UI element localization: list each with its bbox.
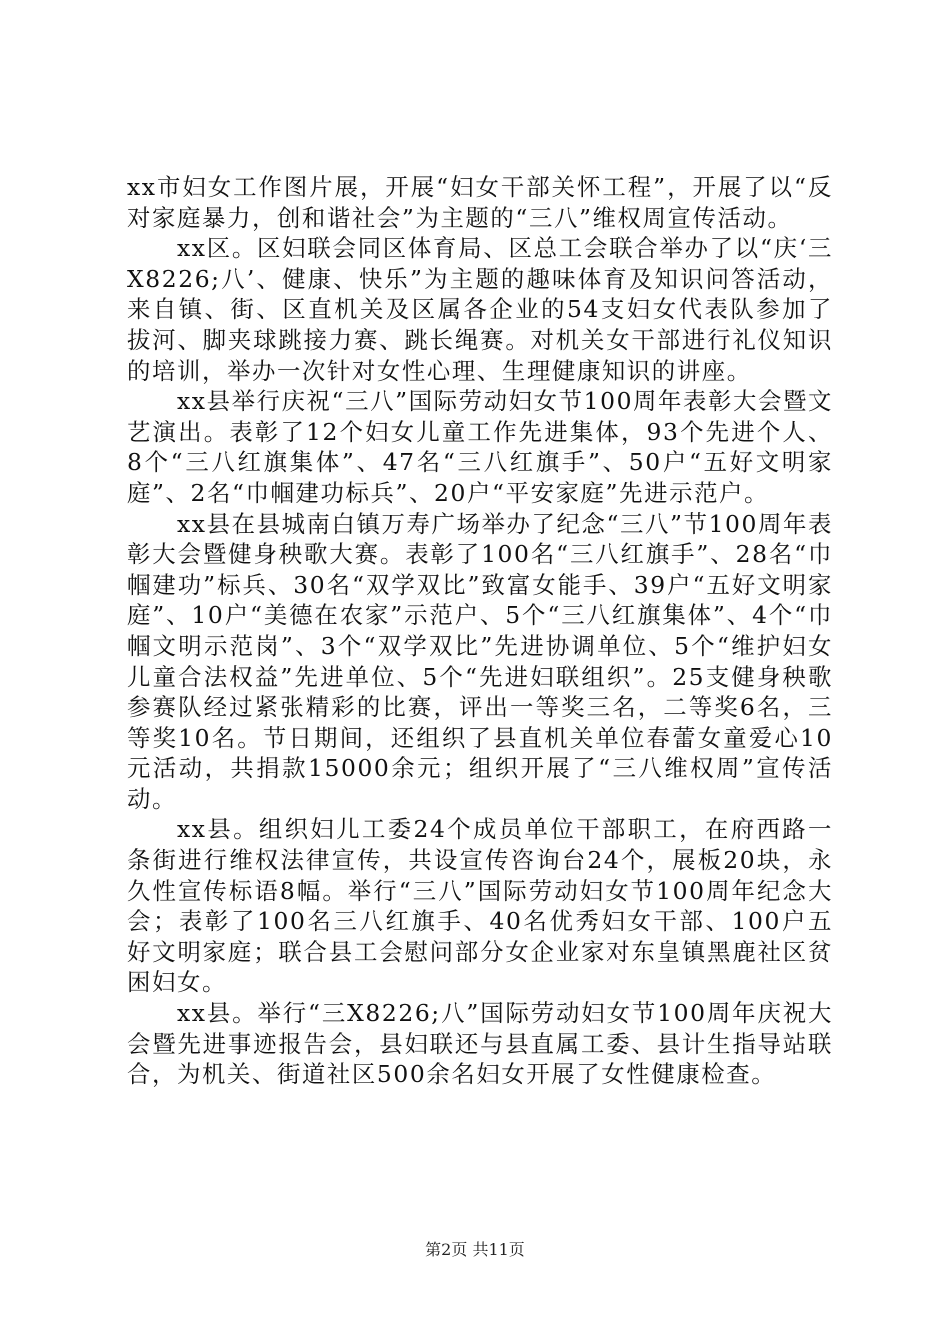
paragraph: xx县。举行“三X8226;八”国际劳动妇女节100周年庆祝大会暨先进事迹报告会，县妇联还与县直属工委、县计生指导站联合，为机关、街道社区500余名妇女开展了女性健康检查。 — [127, 999, 833, 1089]
paragraph: xx县举行庆祝“三八”国际劳动妇女节100周年表彰大会暨文艺演出。表彰了12个妇女儿童工作先进集体，93个先进个人、8个“三八红旗集体”、47名“三八红旗手”、50户“五好文明家庭”、2名“巾帼建功标兵”、20户“平安家庭”先进示范户。 — [127, 387, 833, 507]
page-number-label: 第2页 共11页 — [425, 1240, 525, 1259]
paragraph: xx县在县城南白镇万寿广场举办了纪念“三八”节100周年表彰大会暨健身秧歌大赛。表彰了100名“三八红旗手”、28名“巾帼建功”标兵、30名“双学双比”致富女能手、39户“五好文明家庭”、10户“美德在农家”示范户、5个“三八红旗集体”、4个“巾帼文明示范岗”、3个“双学双比”先进协调单位、5个“维护妇女儿童合法权益”先进单位、5个“先进妇联组织”。25支健身秧歌参赛队经过紧张精彩的比赛，评出一等奖三名，二等奖6名，三等奖10名。节日期间，还组织了县直机关单位春蕾女童爱心10元活动，共捐款15000余元；组织开展了“三八维权周”宣传活动。 — [127, 509, 833, 813]
paragraph-continuation: xx市妇女工作图片展，开展“妇女干部关怀工程”，开展了以“反对家庭暴力，创和谐社会”为主题的“三八”维权周宣传活动。 — [127, 173, 833, 232]
paragraph: xx区。区妇联会同区体育局、区总工会联合举办了以“庆‘三X8226;八’、健康、快乐”为主题的趣味体育及知识问答活动，来自镇、街、区直机关及区属各企业的54支妇女代表队参加了拔河、脚夹球跳接力赛、跳长绳赛。对机关女干部进行礼仪知识的培训，举办一次针对女性心理、生理健康知识的讲座。 — [127, 234, 833, 385]
body-text — [127, 172, 833, 1090]
page-footer — [0, 1240, 950, 1260]
paragraph: xx县。组织妇儿工委24个成员单位干部职工，在府西路一条街进行维权法律宣传，共设宣传咨询台24个，展板20块，永久性宣传标语8幅。举行“三八”国际劳动妇女节100周年纪念大会；表彰了100名三八红旗手、40名优秀妇女干部、100户五好文明家庭；联合县工会慰问部分女企业家对东皇镇黑鹿社区贫困妇女。 — [127, 815, 833, 997]
